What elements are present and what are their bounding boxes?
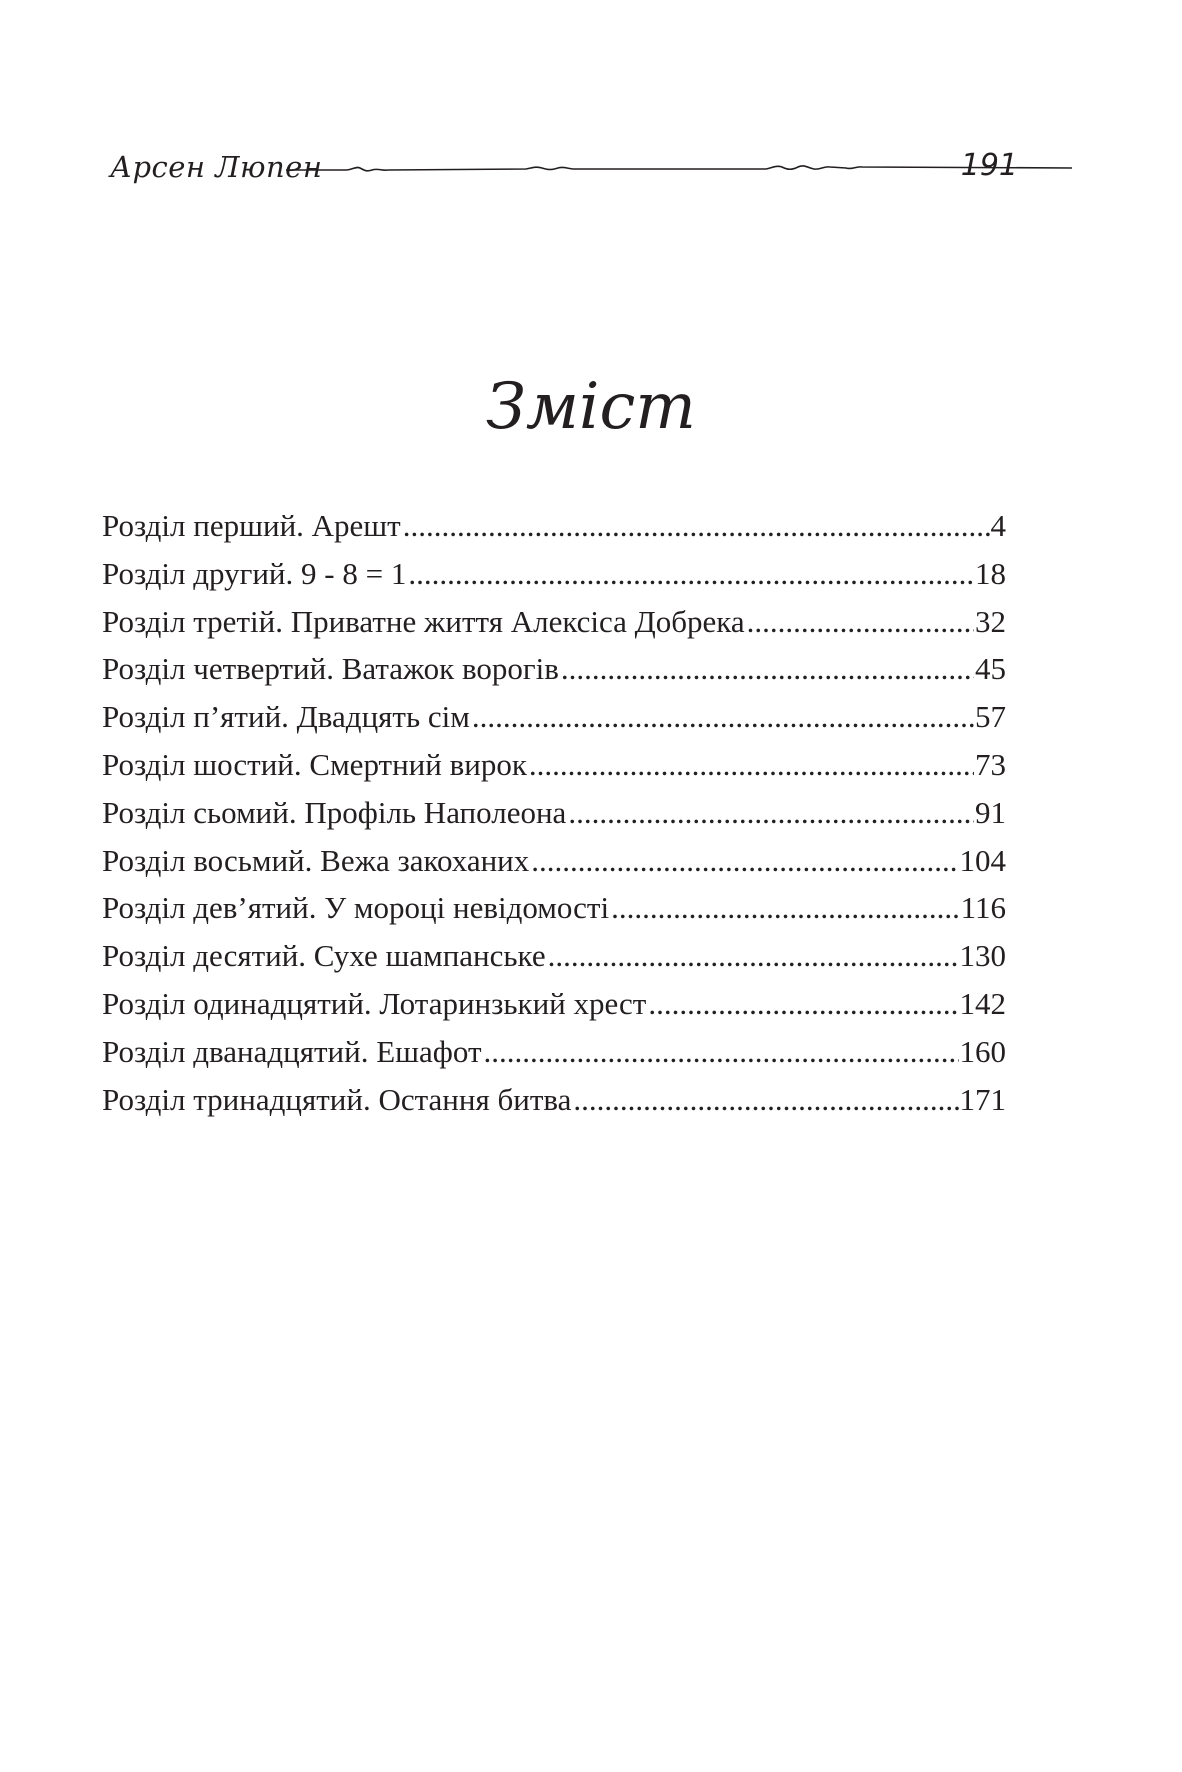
toc-entry-label: Розділ дев’ятий. У мороці невідомості (102, 890, 610, 926)
toc-dot-leader (648, 980, 958, 1028)
toc-dot-leader (568, 789, 974, 837)
toc-entry[interactable] (102, 598, 1006, 646)
toc-entry-page: 91 (975, 794, 1006, 830)
toc-entry[interactable] (102, 741, 1006, 789)
toc-entry-label: Розділ третій. Приватне життя Алексіса Добрека (102, 603, 745, 639)
toc-entry-page: 73 (975, 746, 1006, 782)
toc-entry[interactable] (102, 645, 1006, 693)
toc-dot-leader (747, 598, 974, 646)
toc-entry[interactable] (102, 693, 1006, 741)
toc-entry-page: 18 (975, 555, 1006, 591)
toc-entry-label: Розділ восьмий. Вежа закоханих (102, 842, 530, 878)
toc-entry[interactable] (102, 1076, 1006, 1124)
toc-entry-page: 104 (959, 842, 1006, 878)
toc-entry[interactable] (102, 980, 1006, 1028)
toc-entry[interactable] (102, 932, 1006, 980)
toc-entry-page: 57 (975, 699, 1006, 735)
toc-entry-page: 142 (959, 985, 1006, 1021)
toc-entry[interactable] (102, 884, 1006, 932)
toc-entry[interactable] (102, 550, 1006, 598)
toc-entry-label: Розділ перший. Арешт (102, 508, 401, 543)
toc-dot-leader (529, 741, 974, 789)
table-of-contents (102, 502, 1006, 1123)
toc-entry-label: Розділ десятий. Сухе шампанське (102, 938, 546, 974)
toc-entry-page: 130 (959, 938, 1006, 974)
toc-dot-leader (531, 837, 958, 885)
toc-dot-leader (561, 645, 974, 693)
running-header (96, 148, 1036, 192)
toc-entry-label: Розділ дванадцятий. Ешафот (102, 1033, 482, 1069)
toc-entry-label: Розділ сьомий. Профіль Наполеона (102, 794, 567, 830)
toc-entry[interactable] (102, 502, 1006, 550)
toc-entry-page: 4 (990, 508, 1006, 543)
toc-dot-leader (403, 502, 990, 550)
toc-entry-label: Розділ п’ятий. Двадцять сім (102, 699, 470, 735)
toc-entry-page: 45 (975, 651, 1006, 687)
toc-entry-label: Розділ другий. 9 - 8 = 1 (102, 555, 407, 591)
toc-entry-page: 160 (959, 1033, 1006, 1069)
page-title: Зміст (486, 370, 696, 444)
toc-entry-page: 116 (960, 890, 1006, 926)
header-ornament (286, 158, 1072, 178)
toc-dot-leader (484, 1028, 959, 1076)
toc-entry-label: Розділ шостий. Смертний вирок (102, 746, 527, 782)
toc-dot-leader (573, 1076, 958, 1124)
toc-dot-leader (472, 693, 974, 741)
toc-entry-page: 32 (975, 603, 1006, 639)
toc-entry-label: Розділ тринадцятий. Остання битва (102, 1081, 572, 1117)
toc-dot-leader (408, 550, 974, 598)
toc-entry[interactable] (102, 837, 1006, 885)
toc-entry-label: Розділ четвертий. Ватажок ворогів (102, 651, 559, 687)
toc-entry[interactable] (102, 789, 1006, 837)
running-title: Арсен Люпен (110, 150, 323, 184)
page-number: 191 (960, 148, 1018, 183)
toc-entry-page: 171 (959, 1081, 1006, 1117)
toc-entry-label: Розділ одинадцятий. Лотаринзький хрест (102, 985, 647, 1021)
toc-dot-leader (548, 932, 959, 980)
toc-entry[interactable] (102, 1028, 1006, 1076)
toc-dot-leader (611, 884, 960, 932)
